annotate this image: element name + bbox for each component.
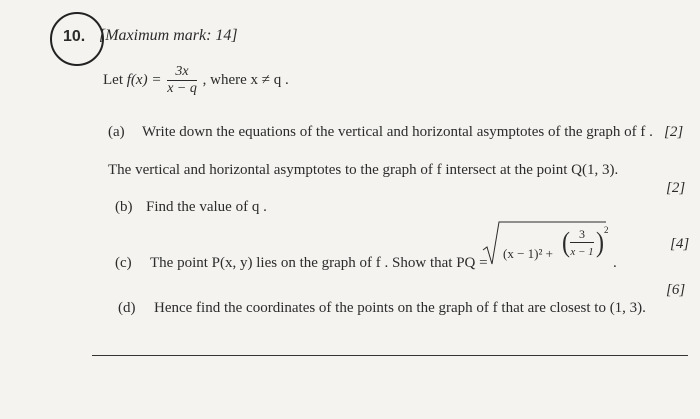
- question-number: 10.: [63, 28, 86, 45]
- intro-let: Let: [103, 71, 123, 88]
- part-c-text: The point P(x, y) lies on the graph of f . Show that PQ =: [150, 255, 488, 271]
- right-bracket: ): [596, 227, 604, 259]
- part-c-end: .: [613, 255, 617, 271]
- inner-numerator: 3: [570, 227, 594, 243]
- part-d-label: (d): [118, 300, 136, 316]
- part-a-label: (a): [108, 124, 125, 140]
- part-c-mark: [4]: [670, 236, 690, 252]
- part-b-text: Find the value of q .: [146, 199, 267, 215]
- part-b-label: (b): [115, 199, 133, 215]
- pq-formula: [482, 220, 612, 268]
- sqrt-first-term: (x − 1)² +: [503, 246, 553, 261]
- intro-fraction-numerator: 3x: [167, 64, 197, 81]
- square-exponent: 2: [604, 225, 609, 235]
- intro-fraction: [167, 64, 197, 97]
- part-a-mark: [2]: [664, 124, 684, 140]
- asymptote-statement: The vertical and horizontal asymptotes to the graph of f intersect at the point Q(1, 3).: [108, 162, 619, 178]
- part-a-text: Write down the equations of the vertical and horizontal asymptotes of the graph of f .: [142, 124, 653, 140]
- part-d-text: Hence find the coordinates of the points on the graph of f that are closest to (1, 3).: [154, 300, 646, 316]
- intro-condition: , where x ≠ q .: [202, 71, 289, 88]
- maximum-mark-label: [Maximum mark: 14]: [99, 27, 238, 44]
- intro-line: [103, 64, 289, 97]
- part-b-mark: [2]: [666, 180, 686, 196]
- intro-function: f(x) =: [126, 71, 162, 88]
- part-d-mark: [6]: [666, 282, 686, 298]
- inner-denominator: x − 1: [570, 246, 594, 258]
- answer-divider-line: [92, 355, 688, 356]
- intro-fraction-denominator: x − q: [167, 81, 197, 96]
- part-c-label: (c): [115, 255, 132, 271]
- left-bracket: (: [562, 227, 570, 259]
